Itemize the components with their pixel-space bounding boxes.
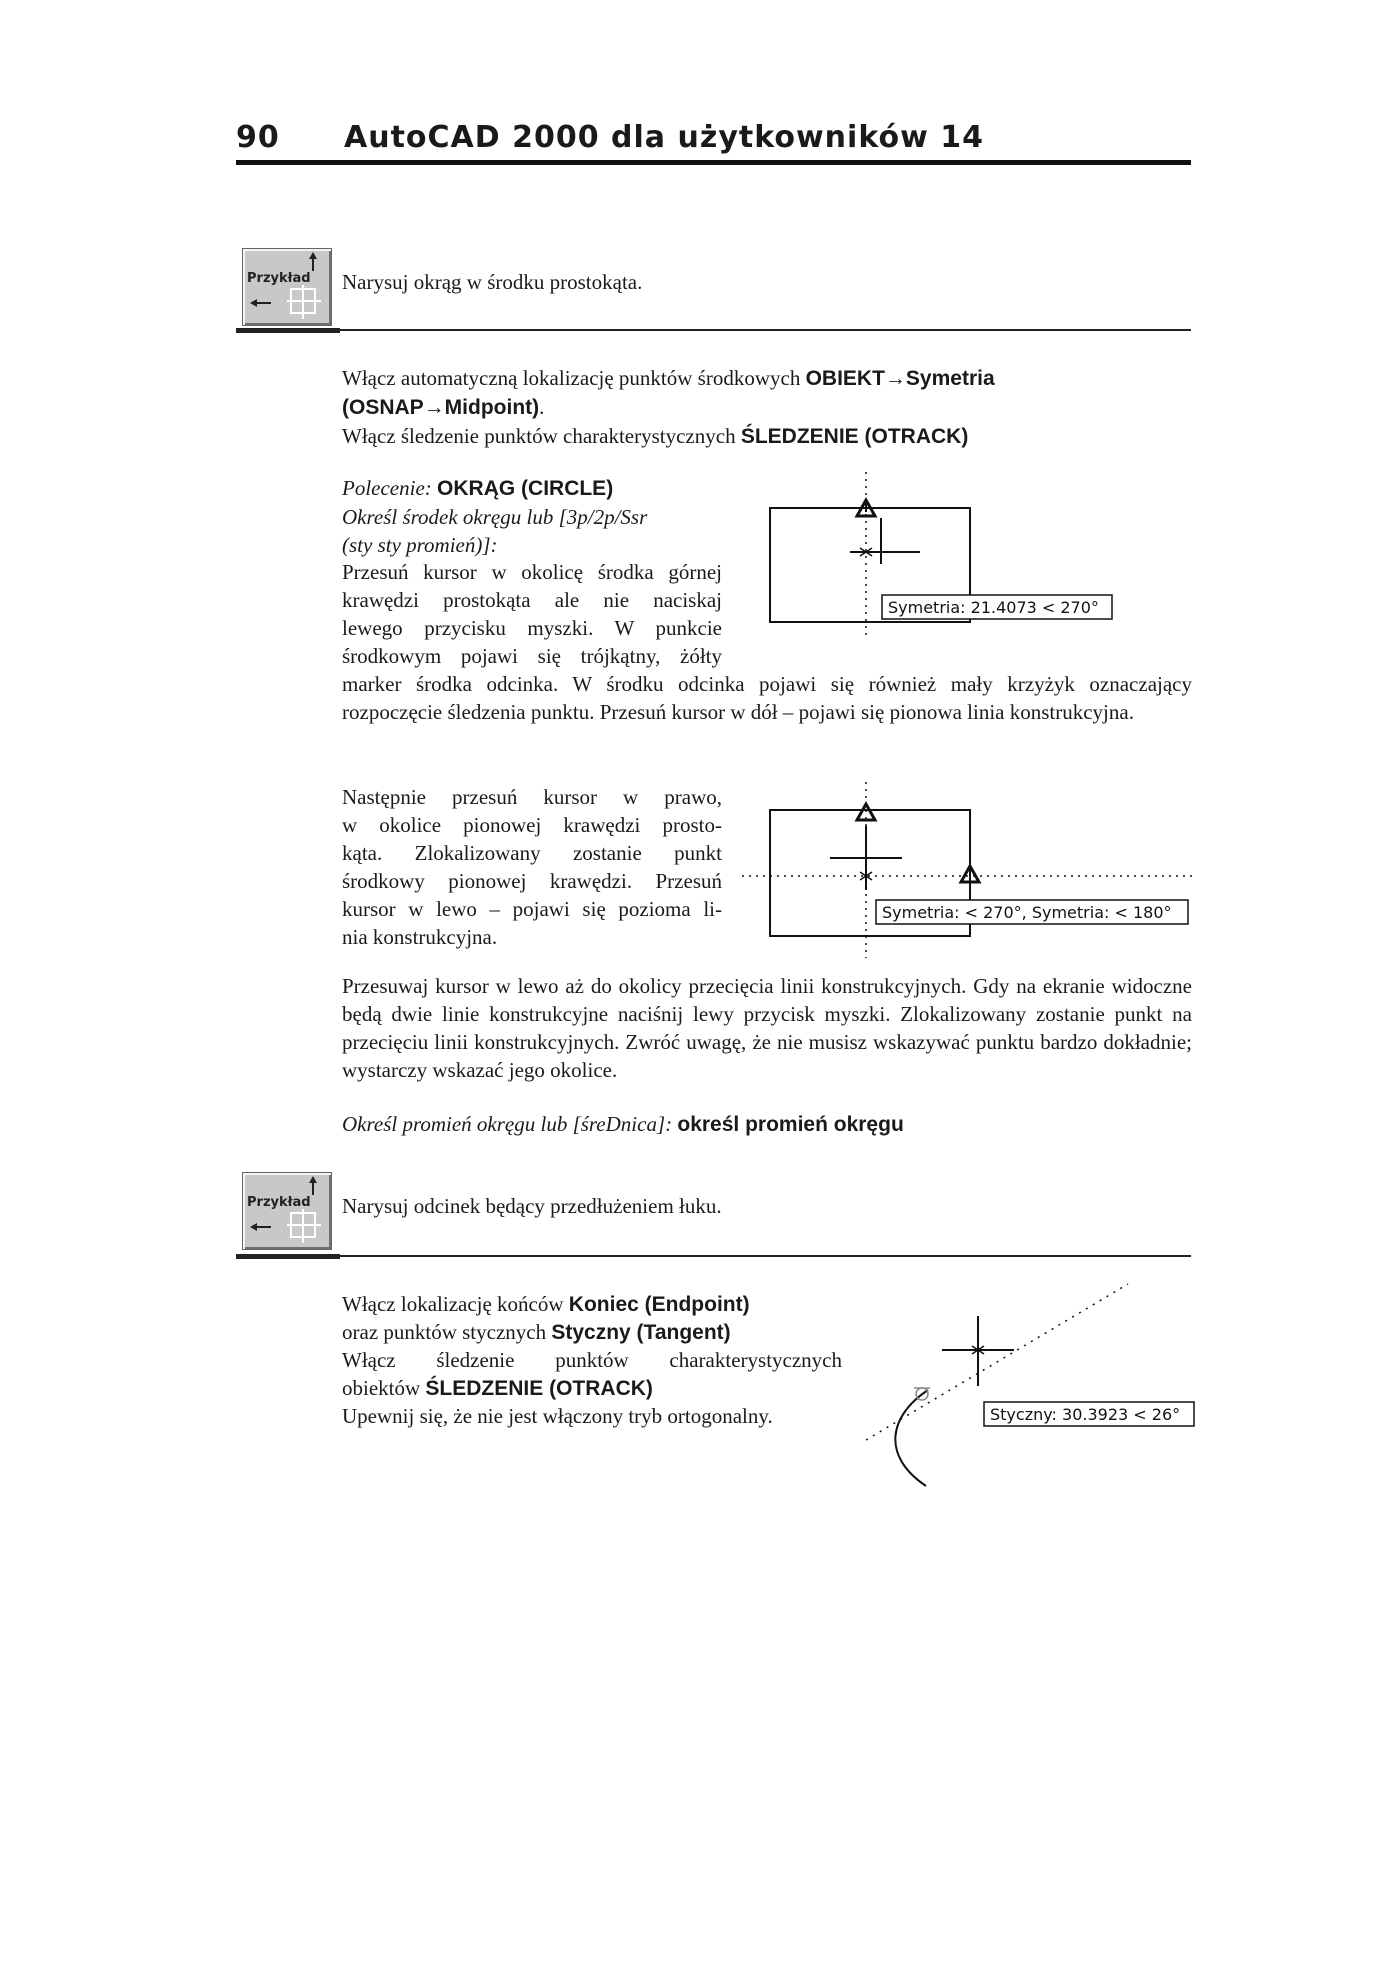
example-task: Narysuj odcinek będący przedłużeniem łuku. (342, 1194, 722, 1218)
page-number: 90 (236, 120, 280, 155)
wrap-line: Przesuń kursor w okolicę środka górnej (342, 560, 722, 584)
tooltip-text: Symetria: 21.4073 < 270° (888, 598, 1099, 617)
paragraph-intersection: Przesuwaj kursor w lewo aż do okolicy przecięcia linii konstrukcyjnych. Gdy na ekranie widoczne będą dwie linie konstrukcyjne naciśnij lewy przycisk myszki. Zlokalizowany zostanie punkt na przecięciu linii konstrukcyjnych. Zwróć uwagę, że nie musisz wskazywać punktu bardzo dokładnie; wystarczy wskazać jego okolice. (342, 974, 1192, 1082)
steps-otrack: Włącz śledzenie punktów charakterystycznych (342, 1348, 842, 1372)
example-icon-label: Przykład (247, 1195, 311, 1210)
arrow-crosshair-icon (243, 1173, 331, 1249)
example-rule (236, 329, 1191, 331)
radius-prompt: Określ promień okręgu lub [śreDnica]: określ promień okręgu (342, 1112, 904, 1136)
figure-tangent-extension (860, 1280, 1200, 1500)
example-icon (242, 248, 332, 326)
wrap-line: nia konstrukcyjna. (342, 925, 498, 949)
example-rule (236, 1255, 1191, 1257)
figure-two-tracking-lines (740, 780, 1200, 960)
example-task: Narysuj okrąg w środku prostokąta. (342, 270, 643, 294)
wrap-line: środkowy pionowej krawędzi. Przesuń (342, 869, 722, 893)
tooltip-text: Styczny: 30.3923 < 26° (990, 1405, 1181, 1424)
wrap-line: kursor w lewo – pojawi się pozioma li- (342, 897, 722, 921)
wrap-line: Następnie przesuń kursor w prawo, (342, 785, 722, 809)
running-header (236, 120, 1191, 165)
command-explanation: marker środka odcinka. W środku odcinka pojawi się również mały krzyżyk oznaczający rozpoczęcie śledzenia punktu. Przesuń kursor w dół – pojawi się pionowa linia konstrukcyjna. (342, 672, 1192, 724)
arrow-crosshair-icon (243, 249, 331, 325)
figure-midpoint-tracking (760, 470, 1120, 640)
tooltip-text: Symetria: < 270°, Symetria: < 180° (882, 903, 1172, 922)
command-prompt-block: Polecenie: OKRĄG (CIRCLE) Określ środek okręgu lub [3p/2p/Ssr (sty sty promień)]: (342, 476, 648, 557)
example-icon (242, 1172, 332, 1250)
wrap-line: krawędzi prostokąta ale nie naciskaj (342, 588, 722, 612)
example-icon-label: Przykład (247, 271, 311, 286)
steps-osnap: Włącz automatyczną lokalizację punktów środkowych OBIEKT→Symetria (OSNAP→Midpoint). Włącz śledzenie punktów charakterystycznych ŚLEDZENIE (OTRACK) (342, 366, 995, 448)
steps-tangent: oraz punktów stycznych Styczny (Tangent) (342, 1320, 731, 1344)
arc (895, 1390, 928, 1486)
example-rule-accent (236, 328, 340, 333)
wrap-line: lewego przycisku myszki. W punkcie (342, 616, 722, 640)
steps-otrack-objects: obiektów ŚLEDZENIE (OTRACK) (342, 1376, 653, 1400)
book-title: AutoCAD 2000 dla użytkowników 14 (344, 120, 984, 155)
steps-ortho: Upewnij się, że nie jest włączony tryb ortogonalny. (342, 1404, 773, 1428)
wrap-line: środkowym pojawi się trójkątny, żółty (342, 644, 722, 668)
wrap-line: kąta. Zlokalizowany zostanie punkt (342, 841, 722, 865)
example-rule-accent (236, 1254, 340, 1259)
wrap-line: w okolice pionowej krawędzi prosto- (342, 813, 722, 837)
steps-endpoint: Włącz lokalizację końców Koniec (Endpoint) (342, 1292, 750, 1316)
